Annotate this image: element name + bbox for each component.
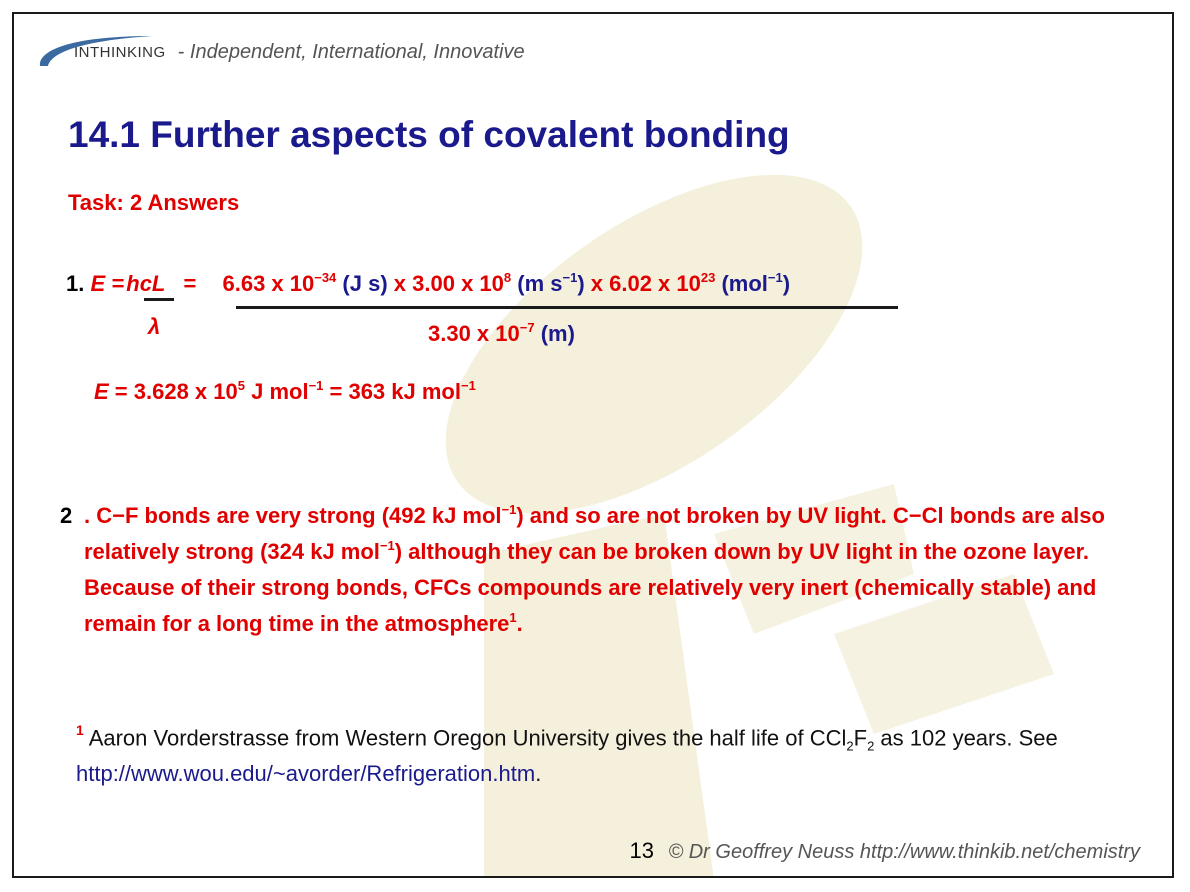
answer-2-exp-1: −1 bbox=[501, 501, 517, 517]
result-exp-2: −1 bbox=[308, 377, 324, 393]
answer-2-part-1: . C−F bonds are very strong (492 kJ mol bbox=[84, 503, 502, 528]
numerator-unit-close-3: ) bbox=[782, 271, 791, 296]
hcl-fraction-line bbox=[144, 298, 174, 301]
numerator-unit-1: (J s) bbox=[342, 271, 388, 296]
refrigeration-link[interactable]: http://www.wou.edu/~avorder/Refrigeration.htm bbox=[76, 761, 536, 787]
denominator-exp: −7 bbox=[519, 319, 535, 335]
footnote-part-3: as 102 years. See bbox=[874, 725, 1058, 751]
result-line bbox=[94, 379, 476, 405]
answer-2-text bbox=[84, 498, 1140, 642]
q1-number: 1 bbox=[66, 271, 79, 296]
footnote-part-1: Aaron Vorderstrasse from Western Oregon University gives the half life of CCl bbox=[83, 725, 847, 751]
q1-lambda: λ bbox=[148, 314, 161, 339]
result-exp-3: −1 bbox=[460, 377, 476, 393]
q1-hcl: hcL bbox=[126, 271, 166, 296]
numerator-value-2: x 3.00 x 10 bbox=[387, 271, 504, 296]
footnote-sub-1: 2 bbox=[846, 738, 854, 754]
denominator-value: 3.30 x 10 bbox=[428, 321, 520, 346]
task-heading: Task: 2 Answers bbox=[68, 190, 240, 215]
answer-2 bbox=[60, 498, 1140, 642]
answer-2-part-3: ) although they can be broken down by UV light in the ozone layer. Because of their strong bonds, CFCs compounds are relatively very inert (chemically stable) and remain for a long time in the atmosphere bbox=[84, 539, 1097, 636]
numerator-exp-2: 8 bbox=[503, 269, 512, 285]
q1-equals: = bbox=[183, 271, 197, 296]
page-title: 14.1 Further aspects of covalent bonding bbox=[68, 114, 790, 155]
result-unit-1: J mol bbox=[244, 379, 309, 404]
fraction-line bbox=[236, 306, 898, 309]
numerator-exp-3: 23 bbox=[700, 269, 716, 285]
numerator-exp-1: −34 bbox=[314, 269, 337, 285]
page-number: 13 bbox=[629, 838, 654, 863]
answer-2-part-2: ) and so are not broken by UV light. C−Cl bonds are also relatively strong (324 kJ mol bbox=[84, 503, 1105, 564]
copyright: © Dr Geoffrey Neuss http://www.thinkib.net/chemistry bbox=[668, 841, 1140, 863]
q2-number: 2 bbox=[60, 503, 73, 528]
equation-1: 1. E = hcL = 6.63 x $10^{-34}$ (J s) x 3.00 x $10^8$ (m $s^{-1}$) x 6.02 x $10^{23}$ (mol$^{-1}$) bbox=[66, 269, 791, 296]
slide bbox=[12, 12, 1174, 878]
answer-2-footnote-ref: 1 bbox=[509, 609, 517, 625]
numerator-value-1: 6.63 x 10 bbox=[222, 271, 315, 296]
footnote-part-4: . bbox=[535, 761, 542, 787]
numerator-value-3: x 6.02 x 10 bbox=[584, 271, 701, 296]
numerator-unit-exp-2: −1 bbox=[562, 269, 578, 285]
numerator-unit-3: (mol bbox=[721, 271, 768, 296]
footnote-part-2: F bbox=[853, 725, 868, 751]
result-symbol: E bbox=[94, 379, 109, 404]
answer-2-part-4: . bbox=[516, 611, 523, 636]
denominator-unit: (m) bbox=[540, 321, 575, 346]
logo bbox=[32, 32, 525, 72]
footnote-mark: 1 bbox=[76, 722, 84, 738]
numerator-unit-2: (m s bbox=[517, 271, 563, 296]
answer-2-exp-2: −1 bbox=[379, 537, 395, 553]
footnote-sub-2: 2 bbox=[867, 738, 875, 754]
result-unit-2: = 363 kJ mol bbox=[323, 379, 461, 404]
logo-swoosh-icon bbox=[32, 32, 72, 72]
numerator-unit-close-2: ) bbox=[577, 271, 585, 296]
result-value: = 3.628 x 10 bbox=[108, 379, 238, 404]
denominator bbox=[428, 321, 575, 347]
result-exp-1: 5 bbox=[237, 377, 245, 393]
numerator-unit-exp-3: −1 bbox=[767, 269, 783, 285]
logo-text: INTHINKING bbox=[74, 43, 166, 61]
q1-lhs: E = bbox=[90, 271, 131, 296]
footer bbox=[630, 838, 1141, 864]
footnote bbox=[76, 714, 1136, 792]
tagline: - Independent, International, Innovative bbox=[177, 40, 525, 63]
